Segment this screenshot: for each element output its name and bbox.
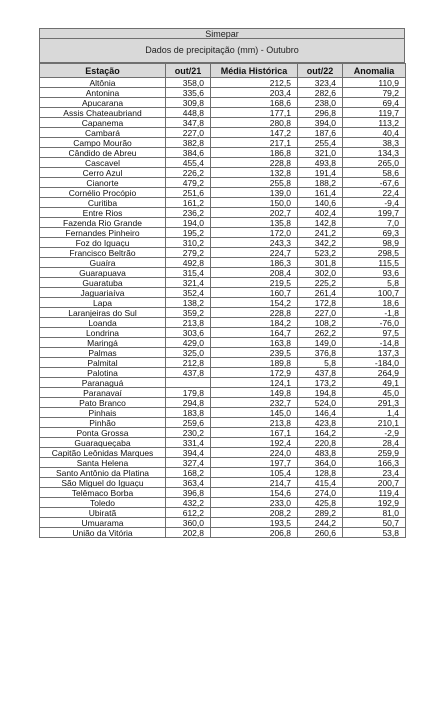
historical-mean-cell: 232,7 <box>211 398 298 408</box>
oct22-cell: 194,8 <box>298 388 343 398</box>
historical-mean-cell: 154,2 <box>211 298 298 308</box>
table-row <box>40 348 406 358</box>
oct21-cell: 226,2 <box>166 168 211 178</box>
oct21-cell <box>166 378 211 388</box>
oct22-cell: 423,8 <box>298 418 343 428</box>
historical-mean-cell: 132,8 <box>211 168 298 178</box>
table-row <box>40 508 406 518</box>
oct21-cell: 161,2 <box>166 198 211 208</box>
oct21-cell: 396,8 <box>166 488 211 498</box>
table-row <box>40 168 406 178</box>
anomaly-cell: 98,9 <box>343 238 406 248</box>
anomaly-cell: 97,5 <box>343 328 406 338</box>
oct21-cell: 331,4 <box>166 438 211 448</box>
anomaly-cell: 81,0 <box>343 508 406 518</box>
oct22-cell: 301,8 <box>298 258 343 268</box>
station-cell: Curitiba <box>40 198 166 208</box>
historical-mean-cell: 168,6 <box>211 98 298 108</box>
station-cell: Entre Rios <box>40 208 166 218</box>
anomaly-cell: 23,4 <box>343 468 406 478</box>
table-subtitle: Dados de precipitação (mm) - Outubro <box>39 39 405 63</box>
station-cell: Laranjeiras do Sul <box>40 308 166 318</box>
oct22-cell: 296,8 <box>298 108 343 118</box>
historical-mean-cell: 186,3 <box>211 258 298 268</box>
anomaly-cell: 200,7 <box>343 478 406 488</box>
table-row <box>40 118 406 128</box>
table-row <box>40 178 406 188</box>
anomaly-cell: 291,3 <box>343 398 406 408</box>
anomaly-cell: 49,1 <box>343 378 406 388</box>
oct22-cell: 5,8 <box>298 358 343 368</box>
oct22-cell: 108,2 <box>298 318 343 328</box>
historical-mean-cell: 105,4 <box>211 468 298 478</box>
station-cell: Londrina <box>40 328 166 338</box>
oct21-cell: 347,8 <box>166 118 211 128</box>
table-row <box>40 378 406 388</box>
table-row <box>40 98 406 108</box>
station-cell: Altônia <box>40 78 166 88</box>
oct21-cell: 309,8 <box>166 98 211 108</box>
oct22-cell: 220,8 <box>298 438 343 448</box>
banner-simepar: Simepar <box>39 28 405 39</box>
header-anomaly: Anomalia <box>343 64 406 78</box>
table-row <box>40 288 406 298</box>
header-historical-mean: Média Histórica <box>211 64 298 78</box>
oct22-cell: 437,8 <box>298 368 343 378</box>
station-cell: Fazenda Rio Grande <box>40 218 166 228</box>
anomaly-cell: 79,2 <box>343 88 406 98</box>
anomaly-cell: 119,7 <box>343 108 406 118</box>
oct21-cell: 310,2 <box>166 238 211 248</box>
anomaly-cell: 93,6 <box>343 268 406 278</box>
table-row <box>40 308 406 318</box>
table-row <box>40 138 406 148</box>
historical-mean-cell: 214,7 <box>211 478 298 488</box>
historical-mean-cell: 160,7 <box>211 288 298 298</box>
station-cell: Palotina <box>40 368 166 378</box>
oct21-cell: 195,2 <box>166 228 211 238</box>
table-row <box>40 408 406 418</box>
station-cell: Umuarama <box>40 518 166 528</box>
table-row <box>40 518 406 528</box>
table-row <box>40 458 406 468</box>
station-cell: Cândido de Abreu <box>40 148 166 158</box>
anomaly-cell: -14,8 <box>343 338 406 348</box>
station-cell: Cornélio Procópio <box>40 188 166 198</box>
table-row <box>40 358 406 368</box>
station-cell: Santo Antônio da Platina <box>40 468 166 478</box>
table-row <box>40 268 406 278</box>
table-row <box>40 428 406 438</box>
oct22-cell: 523,2 <box>298 248 343 258</box>
oct21-cell: 212,8 <box>166 358 211 368</box>
anomaly-cell: 264,9 <box>343 368 406 378</box>
table-row <box>40 128 406 138</box>
oct22-cell: 493,8 <box>298 158 343 168</box>
historical-mean-cell: 172,9 <box>211 368 298 378</box>
oct22-cell: 274,0 <box>298 488 343 498</box>
oct21-cell: 325,0 <box>166 348 211 358</box>
oct21-cell: 394,4 <box>166 448 211 458</box>
anomaly-cell: 40,4 <box>343 128 406 138</box>
historical-mean-cell: 139,0 <box>211 188 298 198</box>
table-row <box>40 78 406 88</box>
table-row <box>40 328 406 338</box>
anomaly-cell: 1,4 <box>343 408 406 418</box>
historical-mean-cell: 224,0 <box>211 448 298 458</box>
table-row <box>40 498 406 508</box>
oct22-cell: 173,2 <box>298 378 343 388</box>
oct22-cell: 260,6 <box>298 528 343 538</box>
header-oct22: out/22 <box>298 64 343 78</box>
anomaly-cell: 110,9 <box>343 78 406 88</box>
historical-mean-cell: 149,8 <box>211 388 298 398</box>
oct21-cell: 352,4 <box>166 288 211 298</box>
table-row <box>40 108 406 118</box>
oct22-cell: 164,2 <box>298 428 343 438</box>
oct22-cell: 128,8 <box>298 468 343 478</box>
historical-mean-cell: 154,6 <box>211 488 298 498</box>
oct22-cell: 524,0 <box>298 398 343 408</box>
historical-mean-cell: 150,0 <box>211 198 298 208</box>
table-row <box>40 368 406 378</box>
anomaly-cell: 100,7 <box>343 288 406 298</box>
historical-mean-cell: 197,7 <box>211 458 298 468</box>
station-cell: Guaraqueçaba <box>40 438 166 448</box>
anomaly-cell: -76,0 <box>343 318 406 328</box>
station-cell: Toledo <box>40 498 166 508</box>
station-cell: Cambará <box>40 128 166 138</box>
oct21-cell: 363,4 <box>166 478 211 488</box>
station-cell: União da Vitória <box>40 528 166 538</box>
oct21-cell: 183,8 <box>166 408 211 418</box>
oct22-cell: 161,4 <box>298 188 343 198</box>
anomaly-cell: 192,9 <box>343 498 406 508</box>
historical-mean-cell: 145,0 <box>211 408 298 418</box>
historical-mean-cell: 184,2 <box>211 318 298 328</box>
historical-mean-cell: 212,5 <box>211 78 298 88</box>
anomaly-cell: 45,0 <box>343 388 406 398</box>
station-cell: Pinhais <box>40 408 166 418</box>
anomaly-cell: 7,0 <box>343 218 406 228</box>
station-cell: Guarapuava <box>40 268 166 278</box>
table-row <box>40 488 406 498</box>
station-cell: Cianorte <box>40 178 166 188</box>
oct22-cell: 238,0 <box>298 98 343 108</box>
historical-mean-cell: 213,8 <box>211 418 298 428</box>
oct21-cell: 429,0 <box>166 338 211 348</box>
anomaly-cell: -1,8 <box>343 308 406 318</box>
table-body <box>40 78 406 538</box>
oct22-cell: 342,2 <box>298 238 343 248</box>
oct21-cell: 358,0 <box>166 78 211 88</box>
station-cell: Campo Mourão <box>40 138 166 148</box>
oct22-cell: 376,8 <box>298 348 343 358</box>
oct21-cell: 612,2 <box>166 508 211 518</box>
oct21-cell: 321,4 <box>166 278 211 288</box>
oct22-cell: 483,8 <box>298 448 343 458</box>
station-cell: Antonina <box>40 88 166 98</box>
anomaly-cell: 69,3 <box>343 228 406 238</box>
anomaly-cell: 115,5 <box>343 258 406 268</box>
oct21-cell: 259,6 <box>166 418 211 428</box>
historical-mean-cell: 203,4 <box>211 88 298 98</box>
table-row <box>40 198 406 208</box>
anomaly-cell: -2,9 <box>343 428 406 438</box>
oct21-cell: 168,2 <box>166 468 211 478</box>
anomaly-cell: -67,6 <box>343 178 406 188</box>
oct22-cell: 255,4 <box>298 138 343 148</box>
oct22-cell: 227,0 <box>298 308 343 318</box>
table-row <box>40 188 406 198</box>
anomaly-cell: 137,3 <box>343 348 406 358</box>
historical-mean-cell: 217,1 <box>211 138 298 148</box>
oct21-cell: 194,0 <box>166 218 211 228</box>
anomaly-cell: 134,3 <box>343 148 406 158</box>
table-row <box>40 248 406 258</box>
oct22-cell: 323,4 <box>298 78 343 88</box>
station-cell: São Miguel do Iguaçu <box>40 478 166 488</box>
oct21-cell: 251,6 <box>166 188 211 198</box>
table-row <box>40 388 406 398</box>
oct21-cell: 230,2 <box>166 428 211 438</box>
table-row <box>40 228 406 238</box>
oct21-cell: 294,8 <box>166 398 211 408</box>
station-cell: Paranaguá <box>40 378 166 388</box>
oct22-cell: 142,8 <box>298 218 343 228</box>
station-cell: Santa Helena <box>40 458 166 468</box>
anomaly-cell: 18,6 <box>343 298 406 308</box>
table-row <box>40 478 406 488</box>
oct22-cell: 172,8 <box>298 298 343 308</box>
oct21-cell: 492,8 <box>166 258 211 268</box>
historical-mean-cell: 186,8 <box>211 148 298 158</box>
oct21-cell: 179,8 <box>166 388 211 398</box>
historical-mean-cell: 147,2 <box>211 128 298 138</box>
station-cell: Fernandes Pinheiro <box>40 228 166 238</box>
oct21-cell: 303,6 <box>166 328 211 338</box>
anomaly-cell: 22,4 <box>343 188 406 198</box>
header-station: Estação <box>40 64 166 78</box>
anomaly-cell: 38,3 <box>343 138 406 148</box>
anomaly-cell: 53,8 <box>343 528 406 538</box>
station-cell: Lapa <box>40 298 166 308</box>
table-row <box>40 438 406 448</box>
table-row <box>40 158 406 168</box>
historical-mean-cell: 135,8 <box>211 218 298 228</box>
station-cell: Pato Branco <box>40 398 166 408</box>
historical-mean-cell: 167,1 <box>211 428 298 438</box>
precipitation-sheet <box>39 28 405 538</box>
anomaly-cell: 210,1 <box>343 418 406 428</box>
oct22-cell: 149,0 <box>298 338 343 348</box>
table-row <box>40 298 406 308</box>
anomaly-cell: 113,2 <box>343 118 406 128</box>
station-cell: Capanema <box>40 118 166 128</box>
oct22-cell: 289,2 <box>298 508 343 518</box>
oct22-cell: 282,6 <box>298 88 343 98</box>
oct22-cell: 146,4 <box>298 408 343 418</box>
historical-mean-cell: 224,7 <box>211 248 298 258</box>
historical-mean-cell: 208,4 <box>211 268 298 278</box>
historical-mean-cell: 228,8 <box>211 308 298 318</box>
anomaly-cell: 265,0 <box>343 158 406 168</box>
table-row <box>40 398 406 408</box>
historical-mean-cell: 208,2 <box>211 508 298 518</box>
table-row <box>40 338 406 348</box>
header-oct21: out/21 <box>166 64 211 78</box>
station-cell: Palmas <box>40 348 166 358</box>
historical-mean-cell: 239,5 <box>211 348 298 358</box>
oct21-cell: 448,8 <box>166 108 211 118</box>
oct22-cell: 394,0 <box>298 118 343 128</box>
station-cell: Cascavel <box>40 158 166 168</box>
table-row <box>40 528 406 538</box>
anomaly-cell: 199,7 <box>343 208 406 218</box>
historical-mean-cell: 202,7 <box>211 208 298 218</box>
oct21-cell: 335,6 <box>166 88 211 98</box>
anomaly-cell: -184,0 <box>343 358 406 368</box>
table-row <box>40 218 406 228</box>
anomaly-cell: 28,4 <box>343 438 406 448</box>
table-row <box>40 88 406 98</box>
oct22-cell: 225,2 <box>298 278 343 288</box>
oct22-cell: 262,2 <box>298 328 343 338</box>
station-cell: Apucarana <box>40 98 166 108</box>
station-cell: Pinhão <box>40 418 166 428</box>
anomaly-cell: -9,4 <box>343 198 406 208</box>
table-row <box>40 278 406 288</box>
oct22-cell: 244,2 <box>298 518 343 528</box>
oct21-cell: 384,6 <box>166 148 211 158</box>
station-cell: Guaratuba <box>40 278 166 288</box>
table-row <box>40 148 406 158</box>
anomaly-cell: 69,4 <box>343 98 406 108</box>
oct22-cell: 241,2 <box>298 228 343 238</box>
oct22-cell: 302,0 <box>298 268 343 278</box>
historical-mean-cell: 206,8 <box>211 528 298 538</box>
historical-mean-cell: 280,8 <box>211 118 298 128</box>
station-cell: Assis Chateaubriand <box>40 108 166 118</box>
oct22-cell: 188,2 <box>298 178 343 188</box>
station-cell: Maringá <box>40 338 166 348</box>
header-row <box>40 64 406 78</box>
table-row <box>40 468 406 478</box>
oct21-cell: 327,4 <box>166 458 211 468</box>
oct22-cell: 402,4 <box>298 208 343 218</box>
table-row <box>40 318 406 328</box>
anomaly-cell: 119,4 <box>343 488 406 498</box>
oct21-cell: 213,8 <box>166 318 211 328</box>
oct21-cell: 455,4 <box>166 158 211 168</box>
oct21-cell: 359,2 <box>166 308 211 318</box>
oct22-cell: 187,6 <box>298 128 343 138</box>
station-cell: Cerro Azul <box>40 168 166 178</box>
oct22-cell: 321,0 <box>298 148 343 158</box>
oct21-cell: 279,2 <box>166 248 211 258</box>
table-row <box>40 208 406 218</box>
oct21-cell: 236,2 <box>166 208 211 218</box>
oct22-cell: 415,4 <box>298 478 343 488</box>
historical-mean-cell: 164,7 <box>211 328 298 338</box>
anomaly-cell: 166,3 <box>343 458 406 468</box>
anomaly-cell: 5,8 <box>343 278 406 288</box>
oct21-cell: 315,4 <box>166 268 211 278</box>
oct22-cell: 140,6 <box>298 198 343 208</box>
historical-mean-cell: 233,0 <box>211 498 298 508</box>
anomaly-cell: 298,5 <box>343 248 406 258</box>
station-cell: Ponta Grossa <box>40 428 166 438</box>
table-row <box>40 418 406 428</box>
historical-mean-cell: 255,8 <box>211 178 298 188</box>
historical-mean-cell: 163,8 <box>211 338 298 348</box>
historical-mean-cell: 189,8 <box>211 358 298 368</box>
anomaly-cell: 58,6 <box>343 168 406 178</box>
historical-mean-cell: 172,0 <box>211 228 298 238</box>
historical-mean-cell: 124,1 <box>211 378 298 388</box>
oct21-cell: 227,0 <box>166 128 211 138</box>
station-cell: Telêmaco Borba <box>40 488 166 498</box>
oct22-cell: 425,8 <box>298 498 343 508</box>
station-cell: Guaíra <box>40 258 166 268</box>
table-row <box>40 448 406 458</box>
station-cell: Palmital <box>40 358 166 368</box>
oct22-cell: 191,4 <box>298 168 343 178</box>
historical-mean-cell: 219,5 <box>211 278 298 288</box>
station-cell: Jaguariaíva <box>40 288 166 298</box>
station-cell: Foz do Iguaçu <box>40 238 166 248</box>
historical-mean-cell: 177,1 <box>211 108 298 118</box>
oct21-cell: 138,2 <box>166 298 211 308</box>
station-cell: Paranavaí <box>40 388 166 398</box>
station-cell: Capitão Leônidas Marques <box>40 448 166 458</box>
oct21-cell: 437,8 <box>166 368 211 378</box>
table-row <box>40 258 406 268</box>
precipitation-table <box>39 63 406 538</box>
table-row <box>40 238 406 248</box>
anomaly-cell: 259,9 <box>343 448 406 458</box>
historical-mean-cell: 193,5 <box>211 518 298 528</box>
oct21-cell: 202,8 <box>166 528 211 538</box>
station-cell: Ubiratã <box>40 508 166 518</box>
station-cell: Loanda <box>40 318 166 328</box>
oct21-cell: 479,2 <box>166 178 211 188</box>
oct21-cell: 432,2 <box>166 498 211 508</box>
oct21-cell: 382,8 <box>166 138 211 148</box>
historical-mean-cell: 243,3 <box>211 238 298 248</box>
historical-mean-cell: 192,4 <box>211 438 298 448</box>
oct22-cell: 364,0 <box>298 458 343 468</box>
oct21-cell: 360,0 <box>166 518 211 528</box>
anomaly-cell: 50,7 <box>343 518 406 528</box>
station-cell: Francisco Beltrão <box>40 248 166 258</box>
oct22-cell: 261,4 <box>298 288 343 298</box>
historical-mean-cell: 228,8 <box>211 158 298 168</box>
